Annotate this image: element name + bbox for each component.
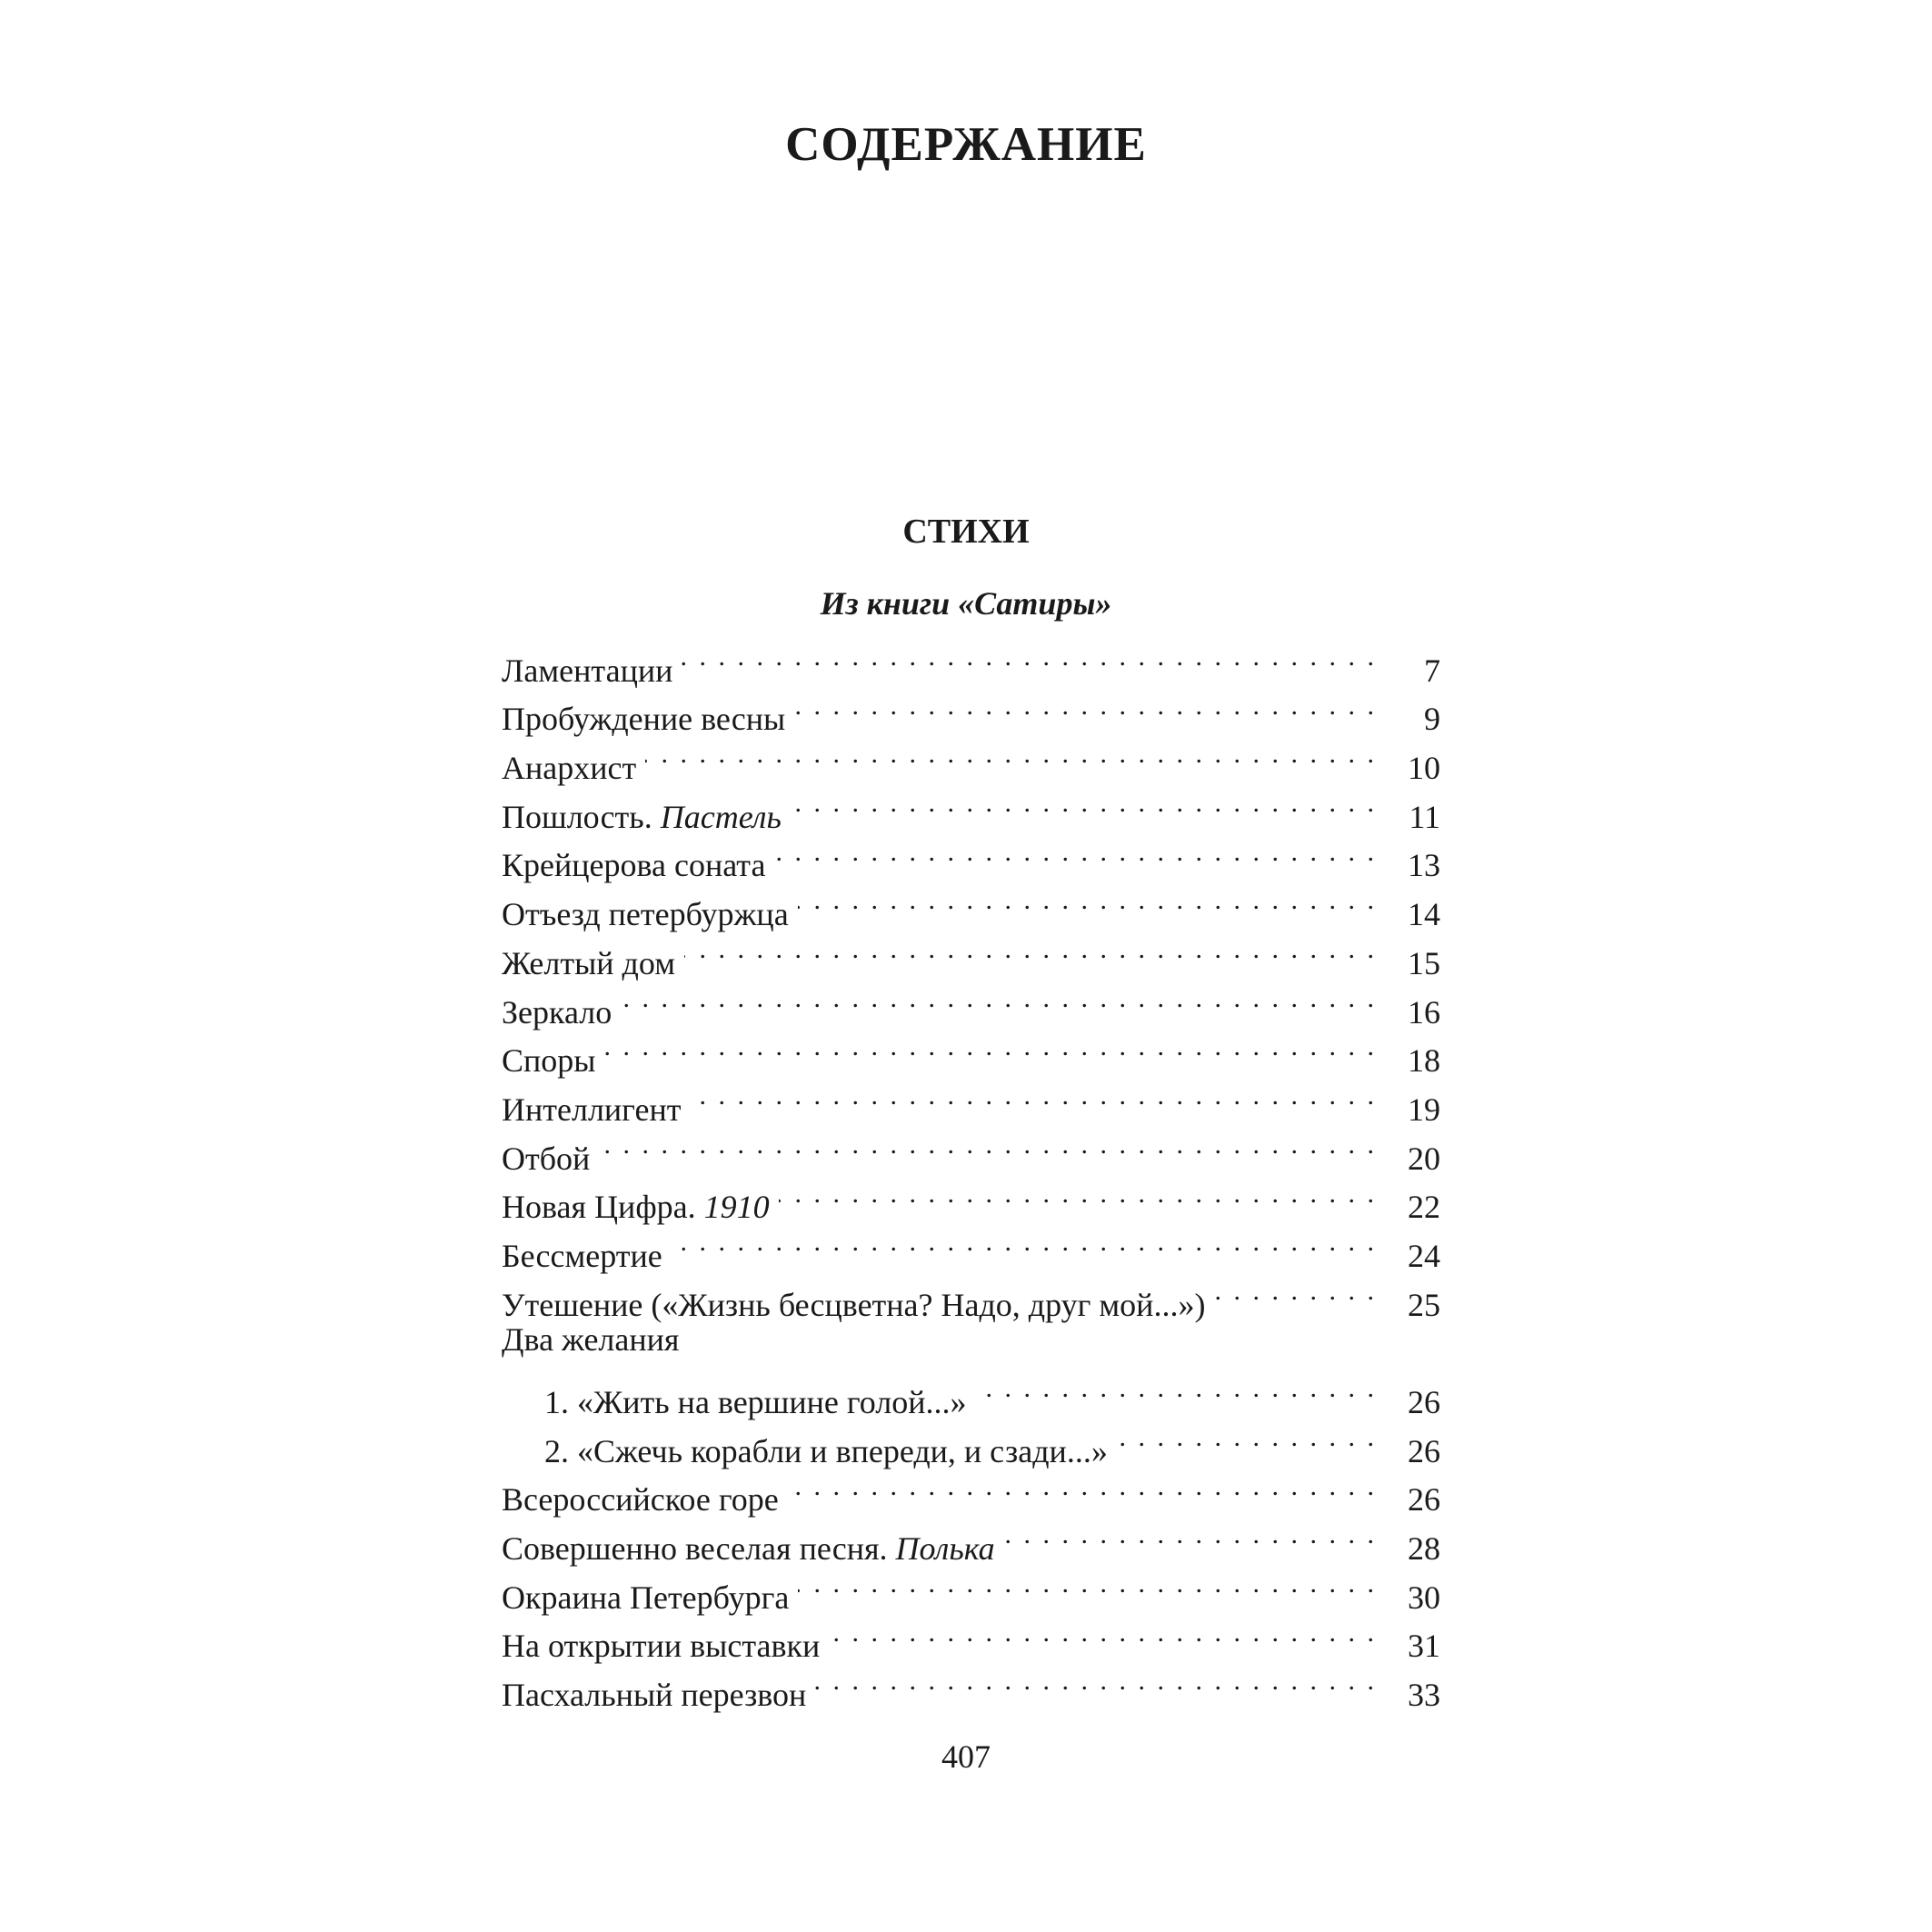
- dot-leader: [794, 682, 1377, 731]
- toc-entry-page: 19: [1408, 1090, 1440, 1128]
- dot-leader: [645, 730, 1377, 779]
- toc-entry-title: Интеллигент: [502, 1090, 682, 1128]
- page-title: СОДЕРЖАНИЕ: [785, 118, 1147, 171]
- dot-leader: [1004, 1510, 1377, 1559]
- toc-entry-title: Ламентации: [502, 652, 673, 689]
- toc-entry: [502, 828, 1440, 884]
- toc-entry-title: Крейцерова соната: [502, 847, 766, 884]
- dot-leader: [779, 1170, 1377, 1219]
- toc-entry-title: Пробуждение весны: [502, 701, 786, 738]
- dot-leader: [788, 1462, 1377, 1511]
- toc-entry: [502, 730, 1440, 787]
- toc-entry: [502, 1218, 1440, 1274]
- dot-leader: [798, 1559, 1377, 1608]
- toc-entry: [502, 1267, 1440, 1323]
- toc-entry-title: Пошлость. Пастель: [502, 798, 782, 835]
- dot-leader: [682, 632, 1377, 682]
- toc-entry: [502, 1657, 1440, 1714]
- toc-entry: [502, 925, 1440, 981]
- subsection-title: Из книги «Сатиры»: [820, 585, 1112, 622]
- toc-entry-title: Желтый дом: [502, 944, 675, 981]
- toc-entry: [502, 1413, 1440, 1469]
- toc-entry: [502, 779, 1440, 835]
- toc-entry-page: 26: [1408, 1432, 1440, 1469]
- toc-entry-page: 33: [1408, 1677, 1440, 1714]
- toc-entry-title: 2. «Сжечь корабли и впереди, и сзади...»: [544, 1432, 1108, 1469]
- toc-entry: [502, 632, 1440, 689]
- toc-entry-page: 7: [1424, 652, 1440, 689]
- toc-entry: [502, 1608, 1440, 1665]
- toc-entry: [502, 1559, 1440, 1616]
- toc-entry-title: Бессмертие: [502, 1237, 662, 1274]
- toc-entry-page: 9: [1424, 701, 1440, 738]
- toc-entry-page: 22: [1408, 1189, 1440, 1226]
- dot-leader: [604, 1023, 1377, 1072]
- dot-leader: [1214, 1267, 1377, 1316]
- toc-entry: [502, 1364, 1440, 1420]
- toc-entry: [502, 682, 1440, 738]
- dot-leader: [672, 1218, 1377, 1267]
- toc-group-heading: [502, 1316, 1440, 1365]
- toc-entry: [502, 1462, 1440, 1519]
- toc-entry-title: Совершенно веселая песня. Полька: [502, 1530, 995, 1568]
- dot-leader: [684, 925, 1377, 974]
- page-number: 407: [941, 1738, 991, 1775]
- toc-entry-title: На открытии выставки: [502, 1628, 821, 1665]
- toc-entry-page: 14: [1408, 896, 1440, 933]
- toc-entry-page: 10: [1408, 750, 1440, 787]
- dot-leader: [1117, 1413, 1377, 1462]
- dot-leader: [976, 1364, 1377, 1413]
- dot-leader: [815, 1657, 1377, 1706]
- toc-entry-page: 13: [1408, 847, 1440, 884]
- toc-entry: [502, 1120, 1440, 1177]
- toc-entry-title: Анархист: [502, 750, 637, 787]
- toc-entry: [502, 1170, 1440, 1226]
- section-title: СТИХИ: [902, 513, 1030, 551]
- toc-entry: [502, 1071, 1440, 1128]
- toc-entry: [502, 1510, 1440, 1568]
- toc-entry-page: 24: [1408, 1237, 1440, 1274]
- toc-entry-page: 25: [1408, 1286, 1440, 1323]
- toc-entry: [502, 974, 1440, 1031]
- toc-entry-title: Споры: [502, 1042, 596, 1080]
- toc-entry: [502, 1023, 1440, 1080]
- toc-entry-title: Отбой: [502, 1140, 591, 1177]
- toc-entry-page: 31: [1408, 1628, 1440, 1665]
- toc-entry-title: Пасхальный перезвон: [502, 1677, 807, 1714]
- toc-entry-page: 28: [1408, 1530, 1440, 1568]
- dot-leader: [599, 1120, 1377, 1170]
- toc-entry-page: 15: [1408, 944, 1440, 981]
- toc-entry-page: 16: [1408, 993, 1440, 1031]
- toc-entry-page: 18: [1408, 1042, 1440, 1080]
- dot-leader: [774, 828, 1377, 877]
- toc-entry-page: 26: [1408, 1481, 1440, 1519]
- dot-leader: [690, 1071, 1377, 1120]
- toc-entry-page: 11: [1409, 798, 1440, 835]
- toc-entry: [502, 876, 1440, 933]
- toc-entry-title: Всероссийское горе: [502, 1481, 779, 1519]
- dot-leader: [829, 1608, 1377, 1658]
- toc-entry-page: 26: [1408, 1384, 1440, 1420]
- toc-entry-title: Утешение («Жизнь бесцветна? Надо, друг мой...»): [502, 1286, 1206, 1323]
- toc-entry-title: Окраина Петербурга: [502, 1578, 790, 1616]
- toc-entry-title: 1. «Жить на вершине голой...»: [544, 1384, 967, 1420]
- toc-entry-page: 20: [1408, 1140, 1440, 1177]
- toc-entry-title: Новая Цифра. 1910: [502, 1189, 770, 1226]
- toc-entry-page: 30: [1408, 1578, 1440, 1616]
- table-of-contents: [502, 632, 1440, 1714]
- toc-entry-title: Зеркало: [502, 993, 612, 1031]
- dot-leader: [791, 779, 1377, 828]
- dot-leader: [798, 876, 1377, 925]
- toc-entry-title: Отъезд петербуржца: [502, 896, 789, 933]
- dot-leader: [621, 974, 1377, 1023]
- toc-entry-title: Два желания: [502, 1320, 680, 1358]
